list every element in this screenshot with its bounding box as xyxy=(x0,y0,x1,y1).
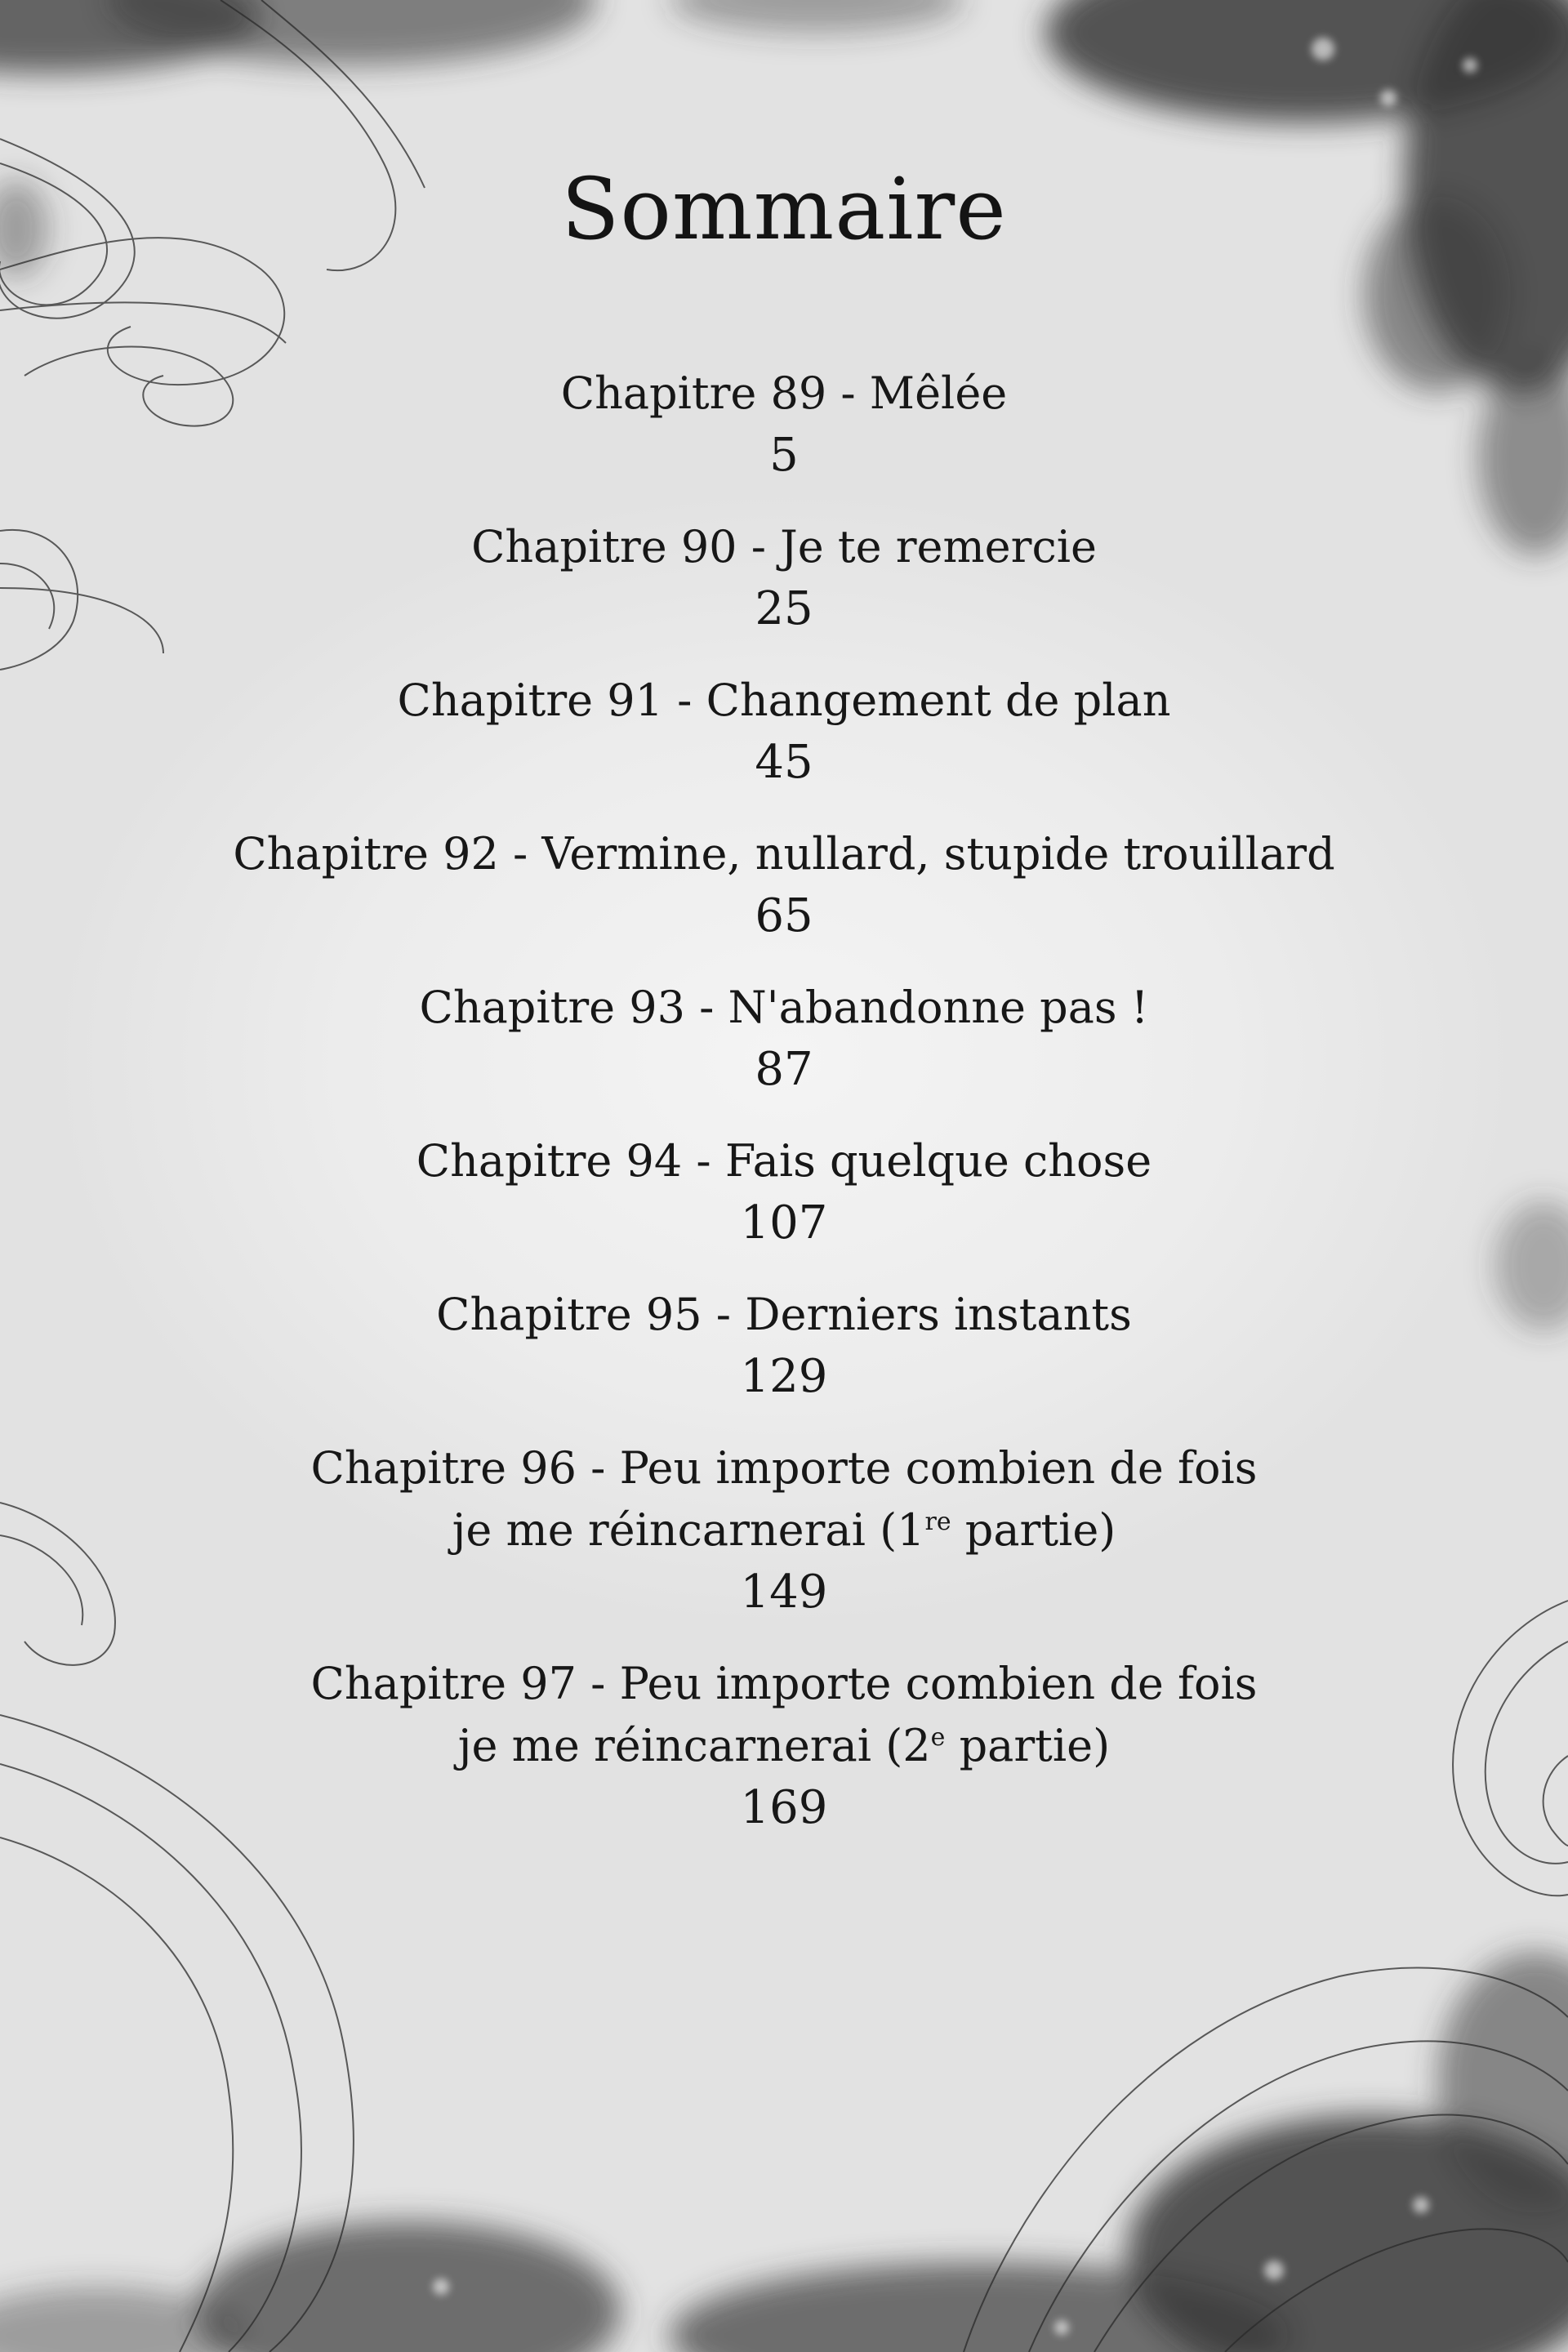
page-number: 129 xyxy=(740,1350,828,1403)
toc-entry-92 xyxy=(0,823,1568,947)
toc-entry-93 xyxy=(0,977,1568,1101)
chapter-subtitle-text: je me réincarnerai (1 xyxy=(452,1504,925,1556)
toc-entry-90 xyxy=(0,516,1568,640)
chapter-title: Chapitre 91 - Changement de plan xyxy=(397,675,1171,726)
page-number: 25 xyxy=(755,582,813,635)
chapter-title-continued xyxy=(0,1499,1568,1561)
toc-entry-91 xyxy=(0,670,1568,794)
toc-entry-95 xyxy=(0,1284,1568,1408)
page-number: 149 xyxy=(740,1566,828,1619)
page-title: Sommaire xyxy=(561,159,1007,259)
toc-entry-97 xyxy=(0,1653,1568,1839)
toc-entry-89 xyxy=(0,363,1568,487)
page-number: 5 xyxy=(769,429,799,482)
ordinal-suffix: e xyxy=(930,1723,946,1752)
page-number: 169 xyxy=(740,1781,828,1834)
chapter-title: Chapitre 97 - Peu importe combien de fois xyxy=(310,1658,1258,1709)
chapter-title: Chapitre 89 - Mêlée xyxy=(560,368,1008,419)
chapter-title: Chapitre 93 - N'abandonne pas ! xyxy=(419,982,1149,1033)
chapter-title: Chapitre 90 - Je te remercie xyxy=(471,521,1097,572)
chapter-subtitle-text-end: partie) xyxy=(945,1720,1111,1771)
ordinal-suffix: re xyxy=(924,1508,951,1536)
chapter-subtitle-text-end: partie) xyxy=(951,1504,1116,1556)
chapter-title-continued xyxy=(0,1715,1568,1777)
toc-entry-96 xyxy=(0,1437,1568,1624)
toc-entry-94 xyxy=(0,1130,1568,1254)
page-number: 45 xyxy=(755,736,813,789)
page-number: 107 xyxy=(740,1196,828,1250)
chapter-title: Chapitre 95 - Derniers instants xyxy=(436,1289,1132,1340)
page-number: 87 xyxy=(755,1043,813,1096)
chapter-title: Chapitre 92 - Vermine, nullard, stupide trouillard xyxy=(233,828,1335,880)
chapter-title: Chapitre 94 - Fais quelque chose xyxy=(416,1135,1152,1187)
chapter-title: Chapitre 96 - Peu importe combien de fois xyxy=(310,1442,1258,1494)
table-of-contents xyxy=(0,363,1568,1869)
chapter-subtitle-text: je me réincarnerai (2 xyxy=(457,1720,931,1771)
page-number: 65 xyxy=(755,889,813,942)
